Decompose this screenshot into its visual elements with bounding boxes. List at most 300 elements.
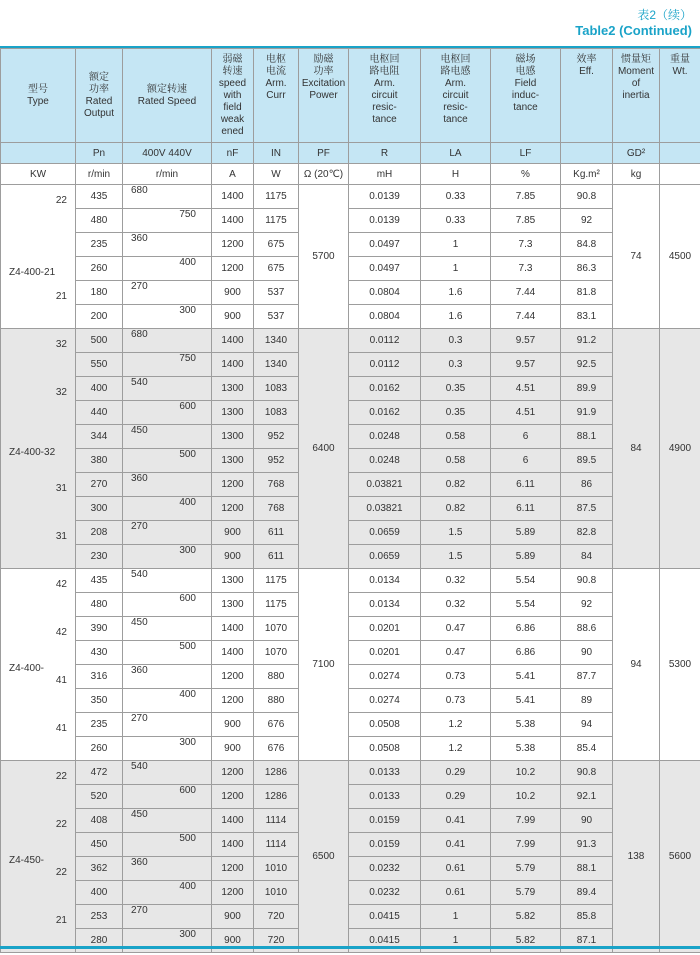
excitation-cell: 7100	[299, 569, 349, 761]
weight-cell: 4500	[660, 185, 700, 329]
inductance-cell: 0.82	[421, 473, 491, 497]
efficiency-cell: 91.3	[561, 833, 613, 857]
arm-current-cell: 675	[254, 233, 299, 257]
table-row	[1, 473, 700, 497]
header-line: Power	[309, 90, 338, 101]
inductance-cell: 0.29	[421, 761, 491, 785]
field-speed-cell: 1400	[212, 617, 254, 641]
inductance-cell: 1.2	[421, 713, 491, 737]
efficiency-cell: 86.3	[561, 257, 613, 281]
resistance-cell: 0.0508	[349, 713, 421, 737]
field-speed-cell: 1300	[212, 377, 254, 401]
inductance-cell: 0.41	[421, 833, 491, 857]
field-inductance-cell: 7.85	[491, 185, 561, 209]
speed-400v: 360	[131, 665, 148, 676]
header-rated-speed	[123, 49, 212, 143]
field-speed-cell: 1200	[212, 761, 254, 785]
model-label: Z4-400-21	[9, 267, 56, 278]
inductance-cell: 0.32	[421, 593, 491, 617]
rated-speed-cell	[123, 737, 212, 761]
speed-400v	[123, 881, 164, 904]
speed-440v	[164, 521, 212, 544]
output-cell: 180	[76, 281, 123, 305]
table-row	[1, 497, 700, 521]
speed-440v	[164, 329, 212, 352]
output-cell: 500	[76, 329, 123, 353]
efficiency-cell: 91.9	[561, 401, 613, 425]
speed-440v	[164, 905, 212, 928]
header-type	[1, 49, 76, 143]
speed-400v: 360	[131, 233, 148, 244]
arm-current-cell: 1083	[254, 377, 299, 401]
efficiency-cell: 94	[561, 713, 613, 737]
table-row	[1, 881, 700, 905]
speed-400v: 680	[131, 185, 148, 196]
symbol-cell: 400V 440V	[123, 143, 212, 164]
rated-speed-cell	[123, 617, 212, 641]
resistance-cell: 0.0248	[349, 449, 421, 473]
speed-400v: 540	[131, 569, 148, 580]
efficiency-cell: 89.9	[561, 377, 613, 401]
field-speed-cell: 1400	[212, 641, 254, 665]
field-speed-cell: 1200	[212, 233, 254, 257]
header-line: resic-	[443, 102, 468, 113]
table-row	[1, 209, 700, 233]
header-line: 电枢	[266, 54, 286, 65]
rated-speed-cell	[123, 809, 212, 833]
output-cell: 430	[76, 641, 123, 665]
inductance-cell: 0.33	[421, 185, 491, 209]
field-speed-cell: 1400	[212, 353, 254, 377]
field-speed-cell: 900	[212, 929, 254, 953]
unit-cell: A	[212, 164, 254, 185]
speed-440v: 500	[179, 449, 196, 460]
frame-label: 22	[55, 867, 67, 878]
header-line: tance	[372, 114, 397, 125]
inductance-cell: 0.82	[421, 497, 491, 521]
rated-speed-cell	[123, 185, 212, 209]
field-speed-cell: 1400	[212, 329, 254, 353]
unit-cell: mH	[349, 164, 421, 185]
efficiency-cell: 86	[561, 473, 613, 497]
field-speed-cell: 1200	[212, 473, 254, 497]
field-speed-cell: 900	[212, 713, 254, 737]
resistance-cell: 0.0248	[349, 425, 421, 449]
inductance-cell: 0.35	[421, 401, 491, 425]
efficiency-cell: 90.8	[561, 761, 613, 785]
field-speed-cell: 1200	[212, 785, 254, 809]
header-line: 电枢回	[369, 54, 400, 65]
table-row	[1, 233, 700, 257]
resistance-cell: 0.0415	[349, 929, 421, 953]
header-line: Curr	[266, 90, 286, 101]
header-line: Field	[514, 78, 537, 89]
speed-440v: 400	[179, 689, 196, 700]
inductance-cell: 0.61	[421, 881, 491, 905]
header-line: Arm.	[265, 78, 287, 89]
field-speed-cell: 1300	[212, 449, 254, 473]
frame-label: 21	[55, 291, 67, 302]
speed-400v	[123, 353, 164, 376]
rated-speed-cell	[123, 713, 212, 737]
inductance-cell: 1	[421, 233, 491, 257]
header-line: 电流	[266, 66, 286, 77]
arm-current-cell: 537	[254, 281, 299, 305]
arm-current-cell: 675	[254, 257, 299, 281]
arm-current-cell: 768	[254, 497, 299, 521]
resistance-cell: 0.0162	[349, 401, 421, 425]
rated-speed-cell	[123, 233, 212, 257]
field-inductance-cell: 5.82	[491, 929, 561, 953]
resistance-cell: 0.0139	[349, 185, 421, 209]
field-inductance-cell: 7.99	[491, 809, 561, 833]
output-cell: 480	[76, 593, 123, 617]
inductance-cell: 0.58	[421, 425, 491, 449]
table-title	[575, 7, 692, 39]
arm-current-cell: 537	[254, 305, 299, 329]
unit-cell: r/min	[76, 164, 123, 185]
resistance-cell: 0.0201	[349, 641, 421, 665]
field-inductance-cell: 5.54	[491, 593, 561, 617]
table-row	[1, 761, 700, 785]
efficiency-cell: 92	[561, 209, 613, 233]
output-cell: 200	[76, 305, 123, 329]
model-label: Z4-400-	[9, 663, 45, 674]
header-line: ened	[221, 126, 244, 137]
speed-400v	[123, 593, 164, 616]
table-row	[1, 425, 700, 449]
field-speed-cell: 1300	[212, 425, 254, 449]
output-cell: 280	[76, 929, 123, 953]
rated-speed-cell	[123, 785, 212, 809]
header-line: Moment	[617, 66, 655, 77]
symbol-cell: IN	[254, 143, 299, 164]
rated-speed-cell	[123, 905, 212, 929]
efficiency-cell: 88.6	[561, 617, 613, 641]
efficiency-cell: 87.7	[561, 665, 613, 689]
header-line: with	[223, 90, 242, 101]
output-cell: 362	[76, 857, 123, 881]
resistance-cell: 0.0112	[349, 353, 421, 377]
speed-400v	[123, 785, 164, 808]
inductance-cell: 1	[421, 929, 491, 953]
arm-current-cell: 611	[254, 521, 299, 545]
field-speed-cell: 1300	[212, 569, 254, 593]
rated-speed-cell	[123, 761, 212, 785]
table-row	[1, 257, 700, 281]
table-row	[1, 785, 700, 809]
speed-400v	[123, 545, 164, 568]
rated-speed-cell	[123, 497, 212, 521]
table-row	[1, 689, 700, 713]
header-line: speed	[218, 78, 247, 89]
efficiency-cell: 87.5	[561, 497, 613, 521]
efficiency-cell: 81.8	[561, 281, 613, 305]
speed-400v	[123, 737, 164, 760]
speed-440v: 750	[179, 353, 196, 364]
unit-cell: W	[254, 164, 299, 185]
arm-current-cell: 768	[254, 473, 299, 497]
output-cell: 450	[76, 833, 123, 857]
field-inductance-cell: 7.85	[491, 209, 561, 233]
inductance-cell: 0.47	[421, 617, 491, 641]
rated-speed-cell	[123, 353, 212, 377]
speed-400v: 540	[131, 377, 148, 388]
field-inductance-cell: 10.2	[491, 785, 561, 809]
speed-440v	[164, 233, 212, 256]
rated-speed-cell	[123, 281, 212, 305]
output-cell: 316	[76, 665, 123, 689]
arm-current-cell: 880	[254, 689, 299, 713]
inductance-cell: 1	[421, 905, 491, 929]
arm-current-cell: 1175	[254, 569, 299, 593]
output-cell: 253	[76, 905, 123, 929]
header-field-speed	[212, 49, 254, 143]
arm-current-cell: 1010	[254, 857, 299, 881]
rated-speed-cell	[123, 593, 212, 617]
speed-440v: 500	[179, 641, 196, 652]
header-excitation	[299, 49, 349, 143]
field-inductance-cell: 6.86	[491, 617, 561, 641]
inductance-cell: 0.33	[421, 209, 491, 233]
field-inductance-cell: 5.38	[491, 737, 561, 761]
field-speed-cell: 1400	[212, 809, 254, 833]
efficiency-cell: 90.8	[561, 185, 613, 209]
arm-current-cell: 676	[254, 713, 299, 737]
model-label: Z4-400-32	[9, 447, 56, 458]
speed-400v: 270	[131, 521, 148, 532]
inertia-cell: 84	[613, 329, 660, 569]
rated-speed-cell	[123, 857, 212, 881]
header-line: field	[223, 102, 242, 113]
header-line: 惯量矩	[621, 54, 651, 65]
header-rated-output	[76, 49, 123, 143]
excitation-cell: 5700	[299, 185, 349, 329]
resistance-cell: 0.0804	[349, 305, 421, 329]
type-cell	[1, 761, 76, 953]
inductance-cell: 0.73	[421, 665, 491, 689]
inductance-cell: 0.58	[421, 449, 491, 473]
efficiency-cell: 91.2	[561, 329, 613, 353]
speed-440v: 300	[179, 305, 196, 316]
header-line: Arm.	[373, 78, 396, 89]
rated-speed-cell	[123, 833, 212, 857]
arm-current-cell: 952	[254, 449, 299, 473]
table-row	[1, 281, 700, 305]
inductance-cell: 0.47	[421, 641, 491, 665]
frame-label: 42	[55, 579, 67, 590]
efficiency-cell: 88.1	[561, 425, 613, 449]
unit-row	[1, 164, 700, 185]
resistance-cell: 0.0159	[349, 833, 421, 857]
field-inductance-cell: 6	[491, 425, 561, 449]
resistance-cell: 0.0133	[349, 761, 421, 785]
symbol-cell: LF	[491, 143, 561, 164]
efficiency-cell: 92.1	[561, 785, 613, 809]
header-line: Arm.	[444, 78, 467, 89]
table-row	[1, 593, 700, 617]
speed-440v: 300	[179, 737, 196, 748]
table-row	[1, 401, 700, 425]
symbol-cell	[561, 143, 613, 164]
header-arm-curr	[254, 49, 299, 143]
inductance-cell: 0.3	[421, 329, 491, 353]
table-row	[1, 329, 700, 353]
header-efficiency	[561, 49, 613, 143]
header-line: 电感	[515, 66, 536, 77]
unit-cell: H	[421, 164, 491, 185]
field-speed-cell: 1400	[212, 185, 254, 209]
speed-400v: 450	[131, 617, 148, 628]
header-line: 弱磁	[222, 54, 243, 65]
header-line: circuit	[442, 90, 469, 101]
efficiency-cell: 92.5	[561, 353, 613, 377]
header-line: 转速	[222, 66, 243, 77]
inductance-cell: 0.29	[421, 785, 491, 809]
resistance-cell: 0.0232	[349, 881, 421, 905]
speed-400v	[123, 257, 164, 280]
field-inductance-cell: 7.44	[491, 305, 561, 329]
unit-cell: KW	[1, 164, 76, 185]
speed-440v: 400	[179, 497, 196, 508]
inductance-cell: 0.73	[421, 689, 491, 713]
table-row	[1, 809, 700, 833]
field-inductance-cell: 5.41	[491, 665, 561, 689]
output-cell: 350	[76, 689, 123, 713]
field-inductance-cell: 5.79	[491, 857, 561, 881]
speed-440v	[164, 665, 212, 688]
efficiency-cell: 88.1	[561, 857, 613, 881]
efficiency-cell: 85.8	[561, 905, 613, 929]
table-row	[1, 833, 700, 857]
speed-440v	[164, 809, 212, 832]
field-inductance-cell: 5.79	[491, 881, 561, 905]
rated-speed-cell	[123, 665, 212, 689]
arm-current-cell: 1070	[254, 617, 299, 641]
field-inductance-cell: 6.11	[491, 473, 561, 497]
output-cell: 208	[76, 521, 123, 545]
field-inductance-cell: 6.11	[491, 497, 561, 521]
arm-current-cell: 1070	[254, 641, 299, 665]
header-line: 重量	[670, 54, 690, 65]
symbol-cell: Pn	[76, 143, 123, 164]
header-weight	[660, 49, 700, 143]
efficiency-cell: 89.4	[561, 881, 613, 905]
output-cell: 260	[76, 257, 123, 281]
speed-400v	[123, 689, 164, 712]
header-inductance	[421, 49, 491, 143]
speed-440v: 300	[179, 545, 196, 556]
group-z4-400-21	[1, 185, 700, 329]
speed-440v	[164, 377, 212, 400]
efficiency-cell: 90.8	[561, 569, 613, 593]
unit-cell: kg	[613, 164, 660, 185]
type-cell	[1, 569, 76, 761]
rated-speed-cell	[123, 545, 212, 569]
speed-440v	[164, 473, 212, 496]
symbol-cell: R	[349, 143, 421, 164]
arm-current-cell: 611	[254, 545, 299, 569]
rated-speed-cell	[123, 377, 212, 401]
arm-current-cell: 1175	[254, 185, 299, 209]
efficiency-cell: 83.1	[561, 305, 613, 329]
frame-label: 42	[55, 627, 67, 638]
resistance-cell: 0.0159	[349, 809, 421, 833]
output-cell: 260	[76, 737, 123, 761]
model-label: Z4-450-	[9, 855, 45, 866]
resistance-cell: 0.0139	[349, 209, 421, 233]
rated-speed-cell	[123, 881, 212, 905]
field-inductance-cell: 7.3	[491, 257, 561, 281]
resistance-cell: 0.0112	[349, 329, 421, 353]
table-title-en: Table2 (Continued)	[575, 23, 692, 38]
arm-current-cell: 1010	[254, 881, 299, 905]
resistance-cell: 0.0134	[349, 569, 421, 593]
weight-cell: 5600	[660, 761, 700, 953]
header-field-inductance	[491, 49, 561, 143]
rated-speed-cell	[123, 641, 212, 665]
inertia-cell: 94	[613, 569, 660, 761]
table-row	[1, 569, 700, 593]
header-line: inertia	[622, 90, 650, 101]
symbol-cell: PF	[299, 143, 349, 164]
resistance-cell: 0.0162	[349, 377, 421, 401]
inductance-cell: 1	[421, 257, 491, 281]
field-speed-cell: 1300	[212, 593, 254, 617]
field-speed-cell: 1400	[212, 209, 254, 233]
resistance-cell: 0.0274	[349, 689, 421, 713]
group-z4-400-32	[1, 329, 700, 569]
resistance-cell: 0.0201	[349, 617, 421, 641]
arm-current-cell: 1340	[254, 329, 299, 353]
field-inductance-cell: 7.3	[491, 233, 561, 257]
efficiency-cell: 90	[561, 809, 613, 833]
header-line: Type	[27, 95, 49, 107]
speed-400v	[123, 209, 164, 232]
efficiency-cell: 82.8	[561, 521, 613, 545]
rated-speed-cell	[123, 305, 212, 329]
field-inductance-cell: 4.51	[491, 377, 561, 401]
efficiency-cell: 92	[561, 593, 613, 617]
arm-current-cell: 1114	[254, 809, 299, 833]
output-cell: 435	[76, 185, 123, 209]
speed-440v	[164, 425, 212, 448]
header-line: 型号	[28, 83, 48, 95]
resistance-cell: 0.0497	[349, 257, 421, 281]
field-speed-cell: 1200	[212, 665, 254, 689]
excitation-cell: 6500	[299, 761, 349, 953]
output-cell: 520	[76, 785, 123, 809]
frame-label: 32	[55, 339, 67, 350]
header-line: 磁场	[515, 54, 536, 65]
header-line: 路电阻	[369, 66, 400, 77]
output-cell: 400	[76, 881, 123, 905]
table-title-cn: 表2（续）	[637, 8, 692, 22]
unit-cell: r/min	[123, 164, 212, 185]
speed-400v: 360	[131, 857, 148, 868]
speed-400v: 360	[131, 473, 148, 484]
field-inductance-cell: 5.38	[491, 713, 561, 737]
table-row	[1, 185, 700, 209]
header-line: resic-	[372, 102, 397, 113]
output-cell: 408	[76, 809, 123, 833]
speed-400v	[123, 305, 164, 328]
speed-440v: 600	[179, 401, 196, 412]
arm-current-cell: 1175	[254, 209, 299, 233]
arm-current-cell: 1286	[254, 761, 299, 785]
frame-label: 41	[55, 723, 67, 734]
motor-spec-table	[0, 48, 700, 953]
